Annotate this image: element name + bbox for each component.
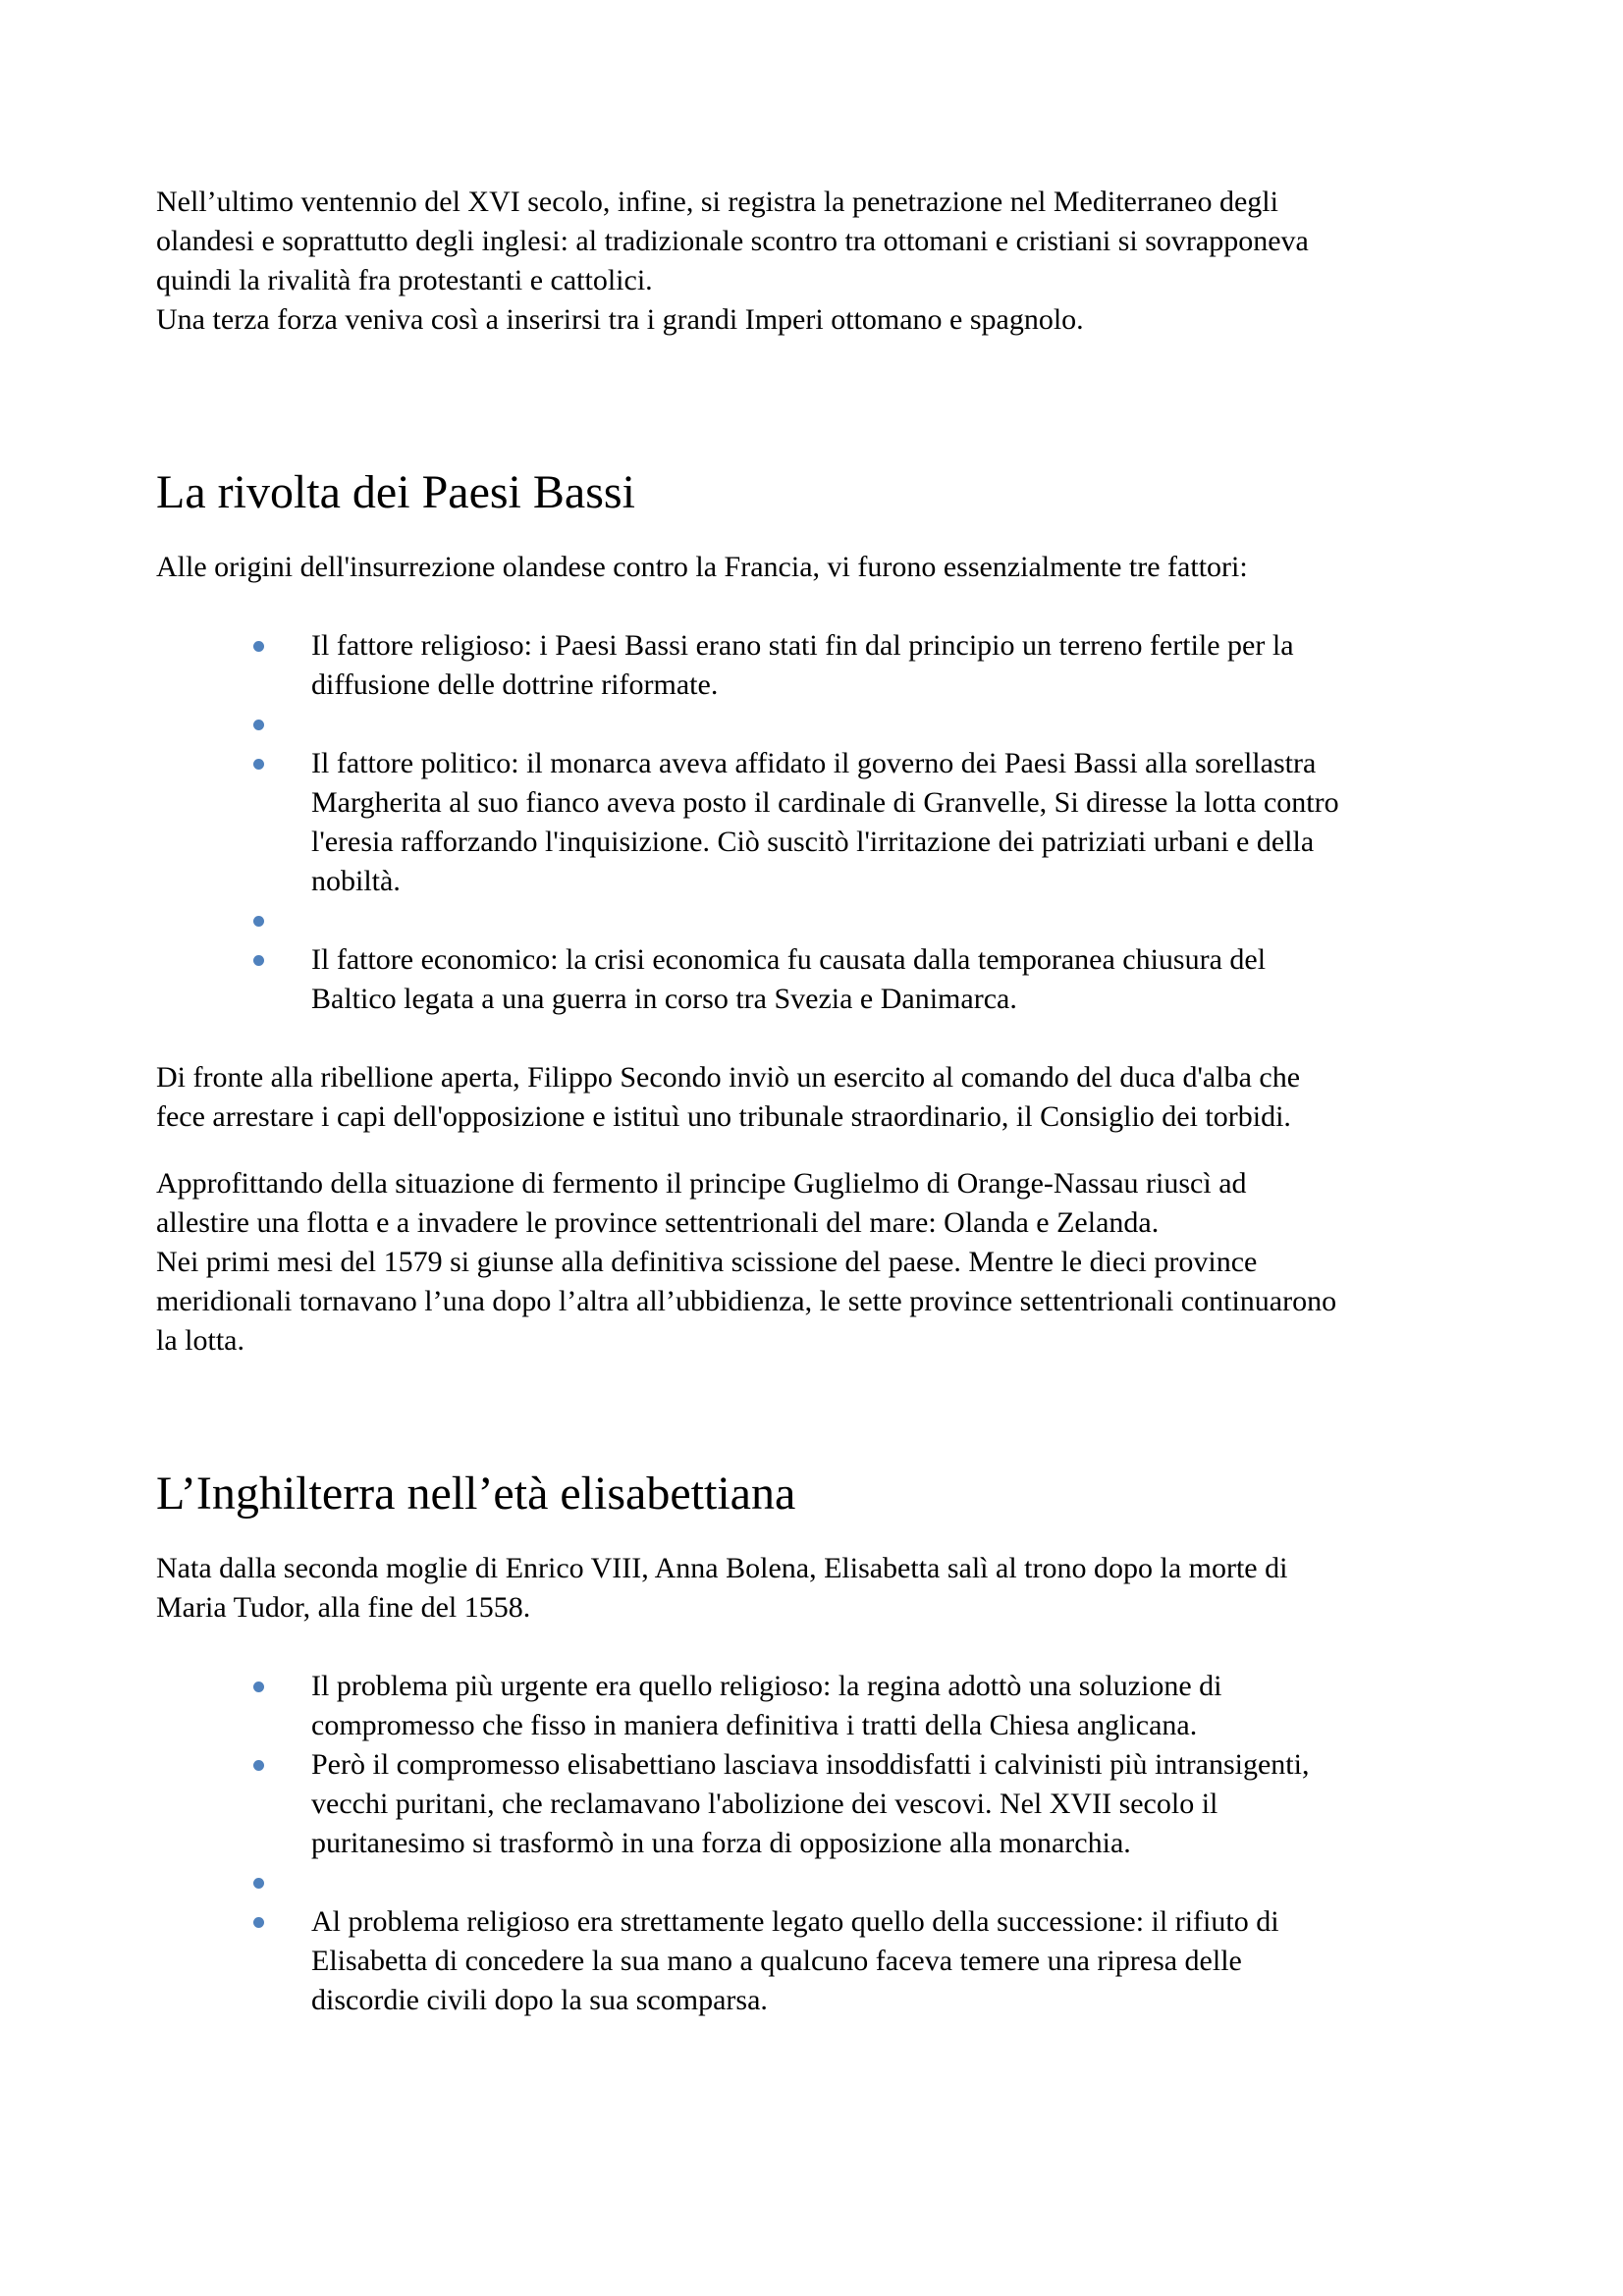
list-item: Però il compromesso elisabettiano lasciava insoddisfatti i calvinisti più intransigenti, vecchi puritani, che reclamavano l'abolizione dei vescovi. Nel XVII secolo il puritanesimo si trasformò in una forza di opposizione alla monarchia.	[156, 1745, 1491, 1863]
bullet-icon	[253, 1760, 264, 1771]
bullet-icon	[253, 1878, 264, 1889]
intro-paragraph	[156, 183, 1491, 340]
list-item: Il fattore religioso: i Paesi Bassi erano stati fin dal principio un terreno fertile per la diffusione delle dottrine riformate.	[156, 626, 1491, 705]
list-item: Il fattore economico: la crisi economica fu causata dalla temporanea chiusura del Baltico legata a una guerra in corso tra Svezia e Danimarca.	[156, 940, 1491, 1019]
text-line: Una terza forza veniva così a inserirsi tra i grandi Imperi ottomano e spagnolo.	[156, 303, 1084, 336]
list-item-empty	[156, 1863, 1491, 1902]
list-item: Il problema più urgente era quello religioso: la regina adottò una soluzione di compromesso che fisso in maniera definitiva i tratti della Chiesa anglicana.	[156, 1667, 1491, 1745]
section1-bullet-list	[156, 626, 1491, 1019]
text-line: quindi la rivalità fra protestanti e cattolici.	[156, 264, 653, 296]
section-heading-paesi-bassi: La rivolta dei Paesi Bassi	[156, 466, 635, 518]
list-item: Al problema religioso era strettamente legato quello della successione: il rifiuto di Elisabetta di concedere la sua mano a qualcuno faceva temere una ripresa delle discordie civili dopo la sua scomparsa.	[156, 1902, 1491, 2020]
list-item-empty	[156, 705, 1491, 744]
text-line: Nell’ultimo ventennio del XVI secolo, infine, si registra la penetrazione nel Mediterraneo degli	[156, 186, 1278, 218]
text-line: Alle origini dell'insurrezione olandese contro la Francia, vi furono essenzialmente tre fattori:	[156, 551, 1248, 583]
section1-paragraph-1: Di fronte alla ribellione aperta, Filippo Secondo inviò un esercito al comando del duca d'alba che fece arrestare i capi dell'opposizione e istituì uno tribunale straordinario, il Consiglio dei torbidi.	[156, 1061, 1301, 1133]
bullet-icon	[253, 1682, 264, 1692]
section1-paragraph-2: Approfittando della situazione di fermento il principe Guglielmo di Orange-Nassau riuscì ad allestire una flotta e a invadere le province settentrionali del mare: Olanda e Zelanda. Nei primi mesi del 1579 si giunse alla definitiva scissione del paese. Mentre le dieci province meridionali tornavano l’una dopo l’altra all’ubbidienza, le sette province settentrionali continuarono la lotta.	[156, 1167, 1337, 1357]
bullet-icon	[253, 955, 264, 966]
bullet-icon	[253, 641, 264, 652]
section2-lead: Nata dalla seconda moglie di Enrico VIII, Anna Bolena, Elisabetta salì al trono dopo la morte di Maria Tudor, alla fine del 1558.	[156, 1552, 1288, 1624]
section2-bullet-list	[156, 1667, 1491, 2020]
list-item: Il fattore politico: il monarca aveva affidato il governo dei Paesi Bassi alla sorellastra Margherita al suo fianco aveva posto il cardinale di Granvelle, Si diresse la lotta contro l'eresia rafforzando l'inquisizione. Ciò suscitò l'irritazione dei patriziati urbani e della nobiltà.	[156, 744, 1491, 901]
bullet-icon	[253, 759, 264, 770]
document-page	[156, 183, 1491, 2020]
section-heading-inghilterra: L’Inghilterra nell’età elisabettiana	[156, 1468, 796, 1520]
section1-lead	[156, 548, 1491, 587]
bullet-icon	[253, 1917, 264, 1928]
bullet-icon	[253, 916, 264, 927]
text-line: olandesi e soprattutto degli inglesi: al tradizionale scontro tra ottomani e cristiani si sovrapponeva	[156, 225, 1309, 257]
bullet-icon	[253, 720, 264, 730]
list-item-empty	[156, 901, 1491, 940]
